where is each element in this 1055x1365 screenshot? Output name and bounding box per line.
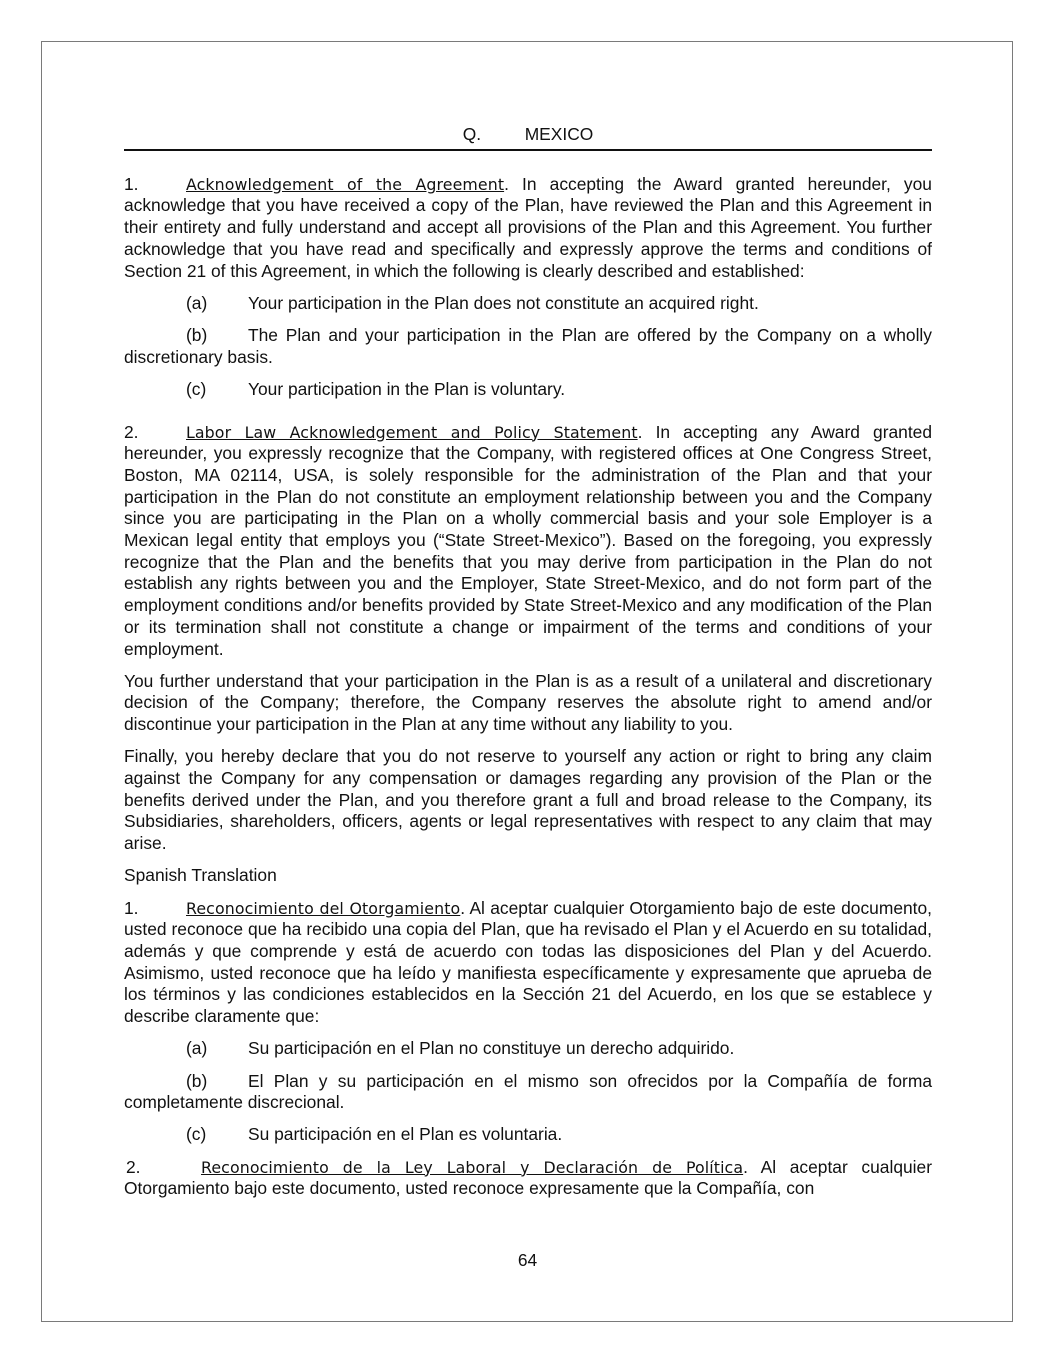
en-sec2-para2: You further understand that your participation in the Plan is as a result of a unilateral and discretionary decision of the Company; therefore, the Company reserves the absolute right to amend and/or discontinue your participation in the Plan at any time without any liability to you. [124,670,932,735]
es-sec1-number: 1. [124,897,139,918]
es-sec1-item-b [124,1071,932,1114]
item-text: Your participation in the Plan is voluntary. [248,378,566,399]
item-text: Su participación en el Plan no constituye un derecho adquirido. [248,1038,735,1059]
item-label: (c) [186,378,207,399]
heading-title: MEXICO [524,124,594,144]
item-label: (b) [186,1070,208,1091]
en-sec1-title: Acknowledgement of the Agreement [186,174,505,194]
en-sec1-item-a [124,293,932,315]
en-sec1-body: . In accepting the Award granted hereunder, you acknowledge that you have received a copy of the Plan, have reviewed the Plan and this Agreement in their entirety and fully understand and accept all provisions of the Plan and this Agreement. You further acknowledge that you have read and specifically and expressly approve the terms and conditions of Section 21 of this Agreement, in which the following is clearly described and established: [124,173,932,281]
es-sec1-item-c [124,1124,932,1146]
es-sec2-title: Reconocimiento de la Ley Laboral y Declaración de Política [201,1157,744,1177]
es-sec2-paragraph [124,1157,932,1200]
en-sec2-title: Labor Law Acknowledgement and Policy Statement [186,422,638,442]
en-sec1-number: 1. [124,173,139,194]
es-sec1-item-a [124,1038,932,1060]
en-sec2-number: 2. [124,421,139,442]
en-sec1-item-c [124,379,932,401]
en-sec1-paragraph [124,174,932,283]
es-sec2-body: . Al aceptar cualquier Otorgamiento bajo este documento, usted reconoce expresamente que la Compañía, con [124,1156,932,1199]
item-label: (a) [186,292,208,313]
item-text: El Plan y su participación en el mismo son ofrecidos por la Compañía de forma completamente discrecional. [124,1070,932,1113]
item-label: (b) [186,324,208,345]
heading-number: Q. [462,124,482,144]
section-heading [124,124,932,151]
en-sec2-body: . In accepting any Award granted hereunder, you expressly recognize that the Company, with registered offices at One Congress Street, Boston, MA 02114, USA, is solely responsible for the administration of the Plan and that your participation in the Plan do not constitute an employment relationship between you and the Company since you are participating in the Plan on a wholly commercial basis and your sole Employer is a Mexican legal entity that employs you (“State Street-Mexico”). Based on the foregoing, you expressly recognize that the Plan and the benefits that you may derive from participation in the Plan do not establish any rights between you and the Employer, State Street-Mexico, and do not form part of the employment conditions and/or benefits provided by State Street-Mexico and any modification of the Plan or its termination shall not constitute a change or impairment of the terms and conditions of your employment. [124,421,933,659]
es-sec1-paragraph [124,898,932,1028]
spanish-translation-label: Spanish Translation [124,865,277,886]
en-sec1-item-b [124,325,932,368]
en-sec2-paragraph [124,422,932,661]
item-text: Su participación en el Plan es voluntaria. [248,1124,563,1145]
item-label: (c) [186,1124,207,1145]
item-label: (a) [186,1038,208,1059]
document-body [124,124,932,1211]
es-sec2-number: 2. [126,1156,141,1177]
page-number: 64 [517,1250,538,1270]
item-text: Your participation in the Plan does not constitute an acquired right. [248,292,759,313]
es-sec1-title: Reconocimiento del Otorgamiento [186,898,461,918]
es-sec1-body: . Al aceptar cualquier Otorgamiento bajo de este documento, usted reconoce que ha recibido una copia del Plan, que ha revisado el Plan y el Acuerdo en su totalidad, además y que comprende y está de acuerdo con todas las disposiciones del Plan y del Acuerdo. Asimismo, usted reconoce que ha leído y manifiesta específicamente y expresamente que aprueba de los términos y las condiciones establecidos en la Sección 21 del Acuerdo, en los que se establece y describe claramente que: [124,897,932,1027]
item-text: The Plan and your participation in the Plan are offered by the Company on a wholly discretionary basis. [124,324,932,367]
en-sec2-para3: Finally, you hereby declare that you do not reserve to yourself any action or right to bring any claim against the Company for any compensation or damages regarding any provision of the Plan or the benefits derived under the Plan, and you therefore grant a full and broad release to the Company, its Subsidiaries, shareholders, officers, agents or legal representatives with respect to any claim that may arise. [124,746,932,854]
